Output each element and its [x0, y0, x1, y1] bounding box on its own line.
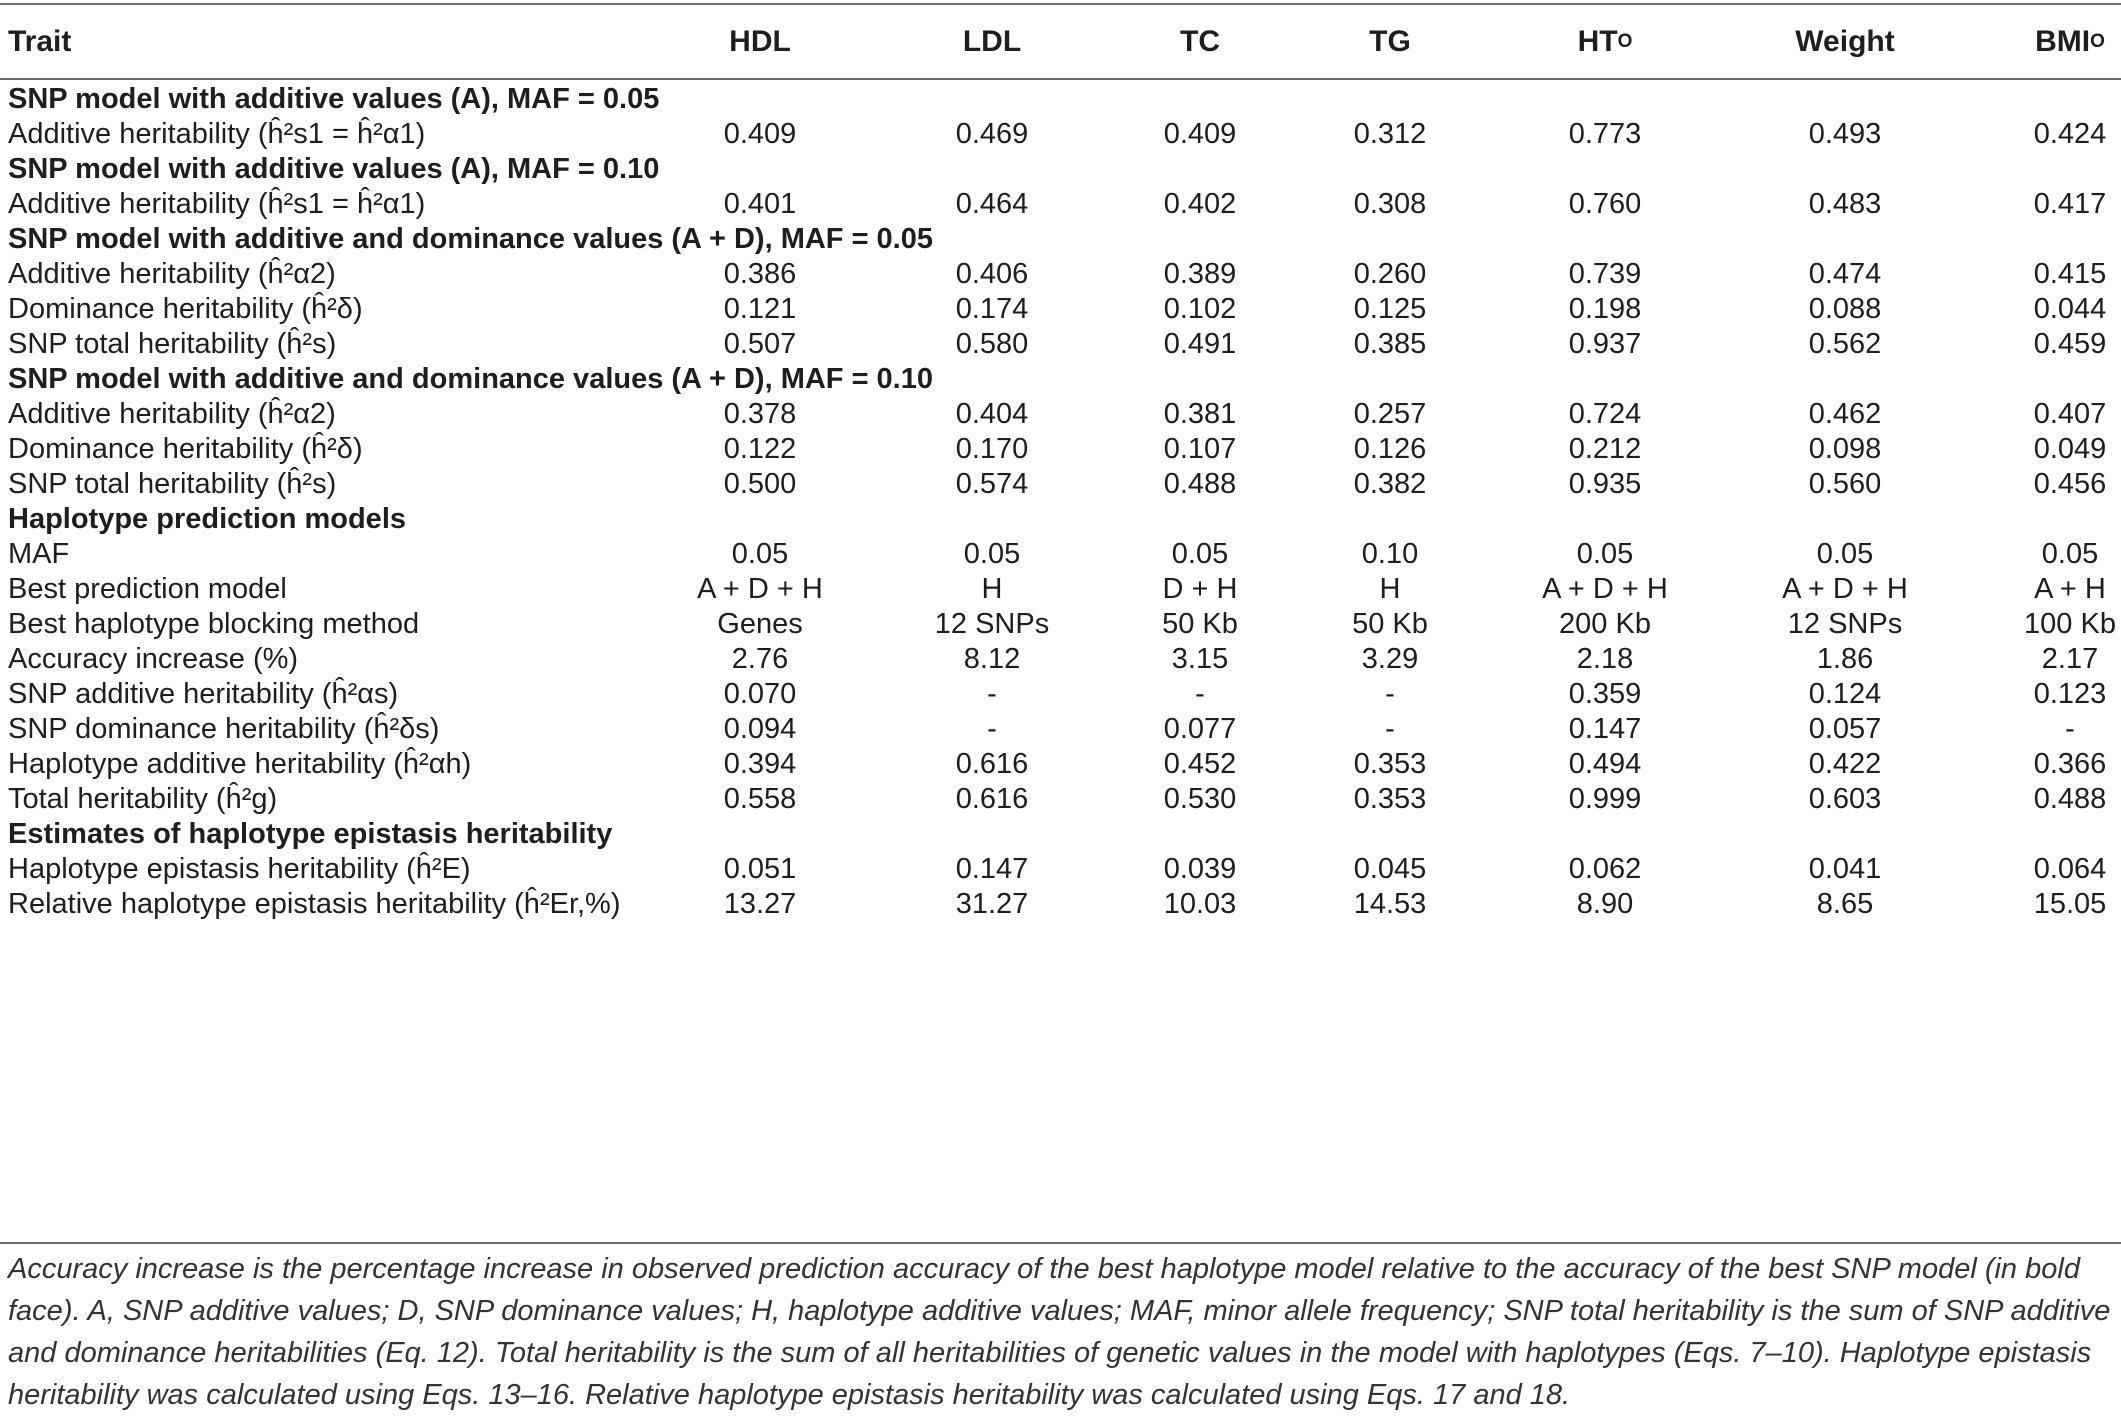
row-label: Total heritability (ĥ²g) [8, 783, 278, 815]
table-cell: 0.123 [2033, 678, 2107, 710]
table-cell: 0.558 [723, 783, 797, 815]
table-cell: 15.05 [2033, 888, 2107, 920]
table-cell: 0.044 [2033, 293, 2107, 325]
table-cell: 0.077 [1163, 713, 1237, 745]
section-label: SNP model with additive values (A), MAF = 0.05 [8, 83, 660, 115]
table-cell: 0.483 [1808, 188, 1882, 220]
table-row [0, 852, 2121, 887]
table-cell: 0.999 [1568, 783, 1642, 815]
table-cell: 0.937 [1568, 328, 1642, 360]
table-cell: 2.76 [731, 643, 789, 675]
table-bottom-rule [0, 1242, 2121, 1244]
row-label: MAF [8, 538, 70, 570]
table-cell: 0.088 [1808, 293, 1882, 325]
table-cell: 0.574 [955, 468, 1029, 500]
table-cell: 0.147 [955, 853, 1029, 885]
table-cell: A + H [2034, 573, 2106, 605]
table-cell: 13.27 [723, 888, 797, 920]
table-cell: 0.530 [1163, 783, 1237, 815]
table-cell: 0.493 [1808, 118, 1882, 150]
header-bmi: BMI O [2035, 25, 2105, 58]
table-cell: 0.051 [723, 853, 797, 885]
section-label: SNP model with additive and dominance values (A + D), MAF = 0.05 [8, 223, 933, 255]
table-cell: 2.18 [1576, 643, 1634, 675]
table-cell: H [1379, 573, 1401, 605]
row-label: Best haplotype blocking method [8, 608, 420, 640]
table-cell: 0.409 [723, 118, 797, 150]
table-cell: 0.494 [1568, 748, 1642, 780]
section-header-row [0, 817, 2121, 852]
header-ldl: LDL [962, 25, 1022, 58]
table-cell: 0.039 [1163, 853, 1237, 885]
table-cell: 0.560 [1808, 468, 1882, 500]
table-cell: 0.402 [1163, 188, 1237, 220]
table-cell: 0.474 [1808, 258, 1882, 290]
table-cell: 1.86 [1816, 643, 1874, 675]
row-label: Additive heritability (ĥ²s1 = ĥ²α1) [8, 188, 426, 220]
table-cell: 0.121 [723, 293, 797, 325]
table-cell: 0.382 [1353, 468, 1427, 500]
table-row [0, 257, 2121, 292]
table-cell: 2.17 [2041, 643, 2099, 675]
table-row [0, 607, 2121, 642]
row-label: SNP total heritability (ĥ²s) [8, 468, 337, 500]
table-footnote: Accuracy increase is the percentage increase in observed prediction accuracy of the best haplotype model relative to the accuracy of the best SNP model (in bold face). A, SNP additive values; D, SNP dominance values; H, haplotype additive values; MAF, minor allele frequency; SNP total heritability is the sum of SNP additive and dominance heritabilities (Eq. 12). Total heritability is the sum of all heritabilities of genetic values in the model with haplotypes (Eqs. 7–10). Haplotype epistasis heritability was calculated using Eqs. 13–16. Relative haplotype epistasis heritability was calculated using Eqs. 17 and 18. [8, 1253, 2111, 1411]
table-cell: 0.417 [2033, 188, 2107, 220]
table-cell: 0.064 [2033, 853, 2107, 885]
table-cell: 10.03 [1163, 888, 1237, 920]
table-row [0, 642, 2121, 677]
table-cell: 0.401 [723, 188, 797, 220]
table-cell: 0.122 [723, 433, 797, 465]
section-label: Haplotype prediction models [8, 503, 406, 535]
section-header-row [0, 82, 2121, 117]
table-row [0, 467, 2121, 502]
table-cell: 0.102 [1163, 293, 1237, 325]
table-row [0, 712, 2121, 747]
table-row [0, 117, 2121, 152]
table-cell: 0.389 [1163, 258, 1237, 290]
table-cell: 31.27 [955, 888, 1029, 920]
table-cell: 0.359 [1568, 678, 1642, 710]
table-cell: 0.125 [1353, 293, 1427, 325]
table-cell: 0.462 [1808, 398, 1882, 430]
row-label: Best prediction model [8, 573, 287, 605]
table-cell: 0.070 [723, 678, 797, 710]
table-cell: - [1195, 678, 1205, 710]
row-label: Dominance heritability (ĥ²δ) [8, 433, 363, 465]
table-row [0, 677, 2121, 712]
table-cell: 0.107 [1163, 433, 1237, 465]
table-cell: - [2065, 713, 2075, 745]
table-cell: 0.05 [1576, 538, 1634, 570]
table-cell: 200 Kb [1559, 608, 1651, 640]
table-cell: 0.378 [723, 398, 797, 430]
table-top-rule [0, 3, 2121, 5]
table-cell: 0.507 [723, 328, 797, 360]
table-cell: Genes [717, 608, 803, 640]
table-row [0, 187, 2121, 222]
table-cell: H [981, 573, 1003, 605]
table-cell: 0.05 [963, 538, 1021, 570]
table-cell: 0.124 [1808, 678, 1882, 710]
table-cell: 0.562 [1808, 328, 1882, 360]
row-label: Haplotype additive heritability (ĥ²αh) [8, 748, 472, 780]
table-cell: 0.257 [1353, 398, 1427, 430]
section-header-row [0, 502, 2121, 537]
table-cell: 8.65 [1816, 888, 1874, 920]
table-cell: 0.366 [2033, 748, 2107, 780]
table-cell: 8.90 [1576, 888, 1634, 920]
table-cell: 0.198 [1568, 293, 1642, 325]
table-cell: D + H [1162, 573, 1238, 605]
row-label: Relative haplotype epistasis heritability (ĥ²Er,%) [8, 888, 621, 920]
row-label: Additive heritability (ĥ²α2) [8, 258, 336, 290]
table-cell: A + D + H [697, 573, 823, 605]
table-row [0, 572, 2121, 607]
table-row [0, 397, 2121, 432]
table-cell: 0.386 [723, 258, 797, 290]
table-cell: 0.469 [955, 118, 1029, 150]
section-label: Estimates of haplotype epistasis heritability [8, 818, 613, 850]
table-cell: 0.05 [731, 538, 789, 570]
table-cell: 0.459 [2033, 328, 2107, 360]
table-cell: 0.488 [1163, 468, 1237, 500]
table-cell: 12 SNPs [1787, 608, 1903, 640]
header-tg: TG [1369, 25, 1411, 58]
table-cell: 0.404 [955, 398, 1029, 430]
table-cell: 0.057 [1808, 713, 1882, 745]
table-cell: 0.041 [1808, 853, 1882, 885]
table-row [0, 747, 2121, 782]
table-row [0, 887, 2121, 922]
table-header-row [0, 8, 2121, 76]
table-cell: 0.603 [1808, 783, 1882, 815]
header-rule [0, 78, 2121, 80]
table-cell: 0.394 [723, 748, 797, 780]
table-cell: 0.616 [955, 748, 1029, 780]
row-label: SNP dominance heritability (ĥ²δs) [8, 713, 440, 745]
header-bmi-subscript: O [2090, 31, 2105, 52]
header-ht: HT O [1577, 25, 1633, 58]
table-cell: 0.10 [1361, 538, 1419, 570]
table-cell: 0.773 [1568, 118, 1642, 150]
table-cell: 0.05 [1816, 538, 1874, 570]
table-cell: 0.488 [2033, 783, 2107, 815]
table-cell: 0.045 [1353, 853, 1427, 885]
table-cell: 0.05 [2041, 538, 2099, 570]
table-cell: 0.415 [2033, 258, 2107, 290]
header-tc: TC [1180, 25, 1220, 58]
table-cell: 0.935 [1568, 468, 1642, 500]
table-cell: 0.05 [1171, 538, 1229, 570]
table-cell: - [987, 678, 997, 710]
row-label: Additive heritability (ĥ²α2) [8, 398, 336, 430]
table-cell: 50 Kb [1352, 608, 1428, 640]
table-cell: 0.407 [2033, 398, 2107, 430]
row-label: Haplotype epistasis heritability (ĥ²E) [8, 853, 471, 885]
table-cell: - [1385, 713, 1395, 745]
table-cell: - [987, 713, 997, 745]
table-cell: 0.174 [955, 293, 1029, 325]
table-cell: A + D + H [1542, 573, 1668, 605]
table-cell: 0.616 [955, 783, 1029, 815]
table-cell: 0.381 [1163, 398, 1237, 430]
table-cell: 0.049 [2033, 433, 2107, 465]
table-cell: 0.170 [955, 433, 1029, 465]
table-cell: 0.308 [1353, 188, 1427, 220]
table-cell: 8.12 [963, 643, 1021, 675]
table-cell: 0.353 [1353, 748, 1427, 780]
table-cell: 0.098 [1808, 433, 1882, 465]
row-label: SNP total heritability (ĥ²s) [8, 328, 337, 360]
table-cell: 0.212 [1568, 433, 1642, 465]
table-cell: 0.456 [2033, 468, 2107, 500]
table-cell: 0.491 [1163, 328, 1237, 360]
header-ht-subscript: O [1617, 31, 1633, 52]
row-label: Dominance heritability (ĥ²δ) [8, 293, 363, 325]
table-cell: 3.15 [1171, 643, 1229, 675]
table-cell: 0.094 [723, 713, 797, 745]
header-weight: Weight [1795, 25, 1895, 58]
table-cell: 100 Kb [2024, 608, 2116, 640]
table-cell: - [1385, 678, 1395, 710]
table-cell: 0.147 [1568, 713, 1642, 745]
table-cell: 12 SNPs [934, 608, 1050, 640]
row-label: Additive heritability (ĥ²s1 = ĥ²α1) [8, 118, 426, 150]
table-cell: 0.406 [955, 258, 1029, 290]
header-hdl: HDL [729, 25, 791, 58]
row-label: Accuracy increase (%) [8, 643, 299, 675]
table-cell: 0.385 [1353, 328, 1427, 360]
table-cell: 0.409 [1163, 118, 1237, 150]
table-row [0, 327, 2121, 362]
header-trait: Trait [8, 25, 72, 58]
section-header-row [0, 152, 2121, 187]
table-cell: 0.760 [1568, 188, 1642, 220]
table-cell: 0.353 [1353, 783, 1427, 815]
table-cell: 0.062 [1568, 853, 1642, 885]
table-cell: 0.312 [1353, 118, 1427, 150]
row-label: SNP additive heritability (ĥ²αs) [8, 678, 399, 710]
table-cell: 0.724 [1568, 398, 1642, 430]
table-row [0, 782, 2121, 817]
section-label: SNP model with additive values (A), MAF = 0.10 [8, 153, 660, 185]
table-cell: 0.452 [1163, 748, 1237, 780]
section-label: SNP model with additive and dominance values (A + D), MAF = 0.10 [8, 363, 933, 395]
table-cell: 0.126 [1353, 433, 1427, 465]
table-cell: 0.422 [1808, 748, 1882, 780]
table-cell: 3.29 [1361, 643, 1419, 675]
section-header-row [0, 222, 2121, 257]
table-cell: 0.580 [955, 328, 1029, 360]
table-cell: 0.500 [723, 468, 797, 500]
section-header-row [0, 362, 2121, 397]
table-row [0, 537, 2121, 572]
table-row [0, 292, 2121, 327]
table-row [0, 432, 2121, 467]
table-cell: 14.53 [1353, 888, 1427, 920]
table-cell: 50 Kb [1162, 608, 1238, 640]
table-cell: 0.260 [1353, 258, 1427, 290]
table-cell: 0.424 [2033, 118, 2107, 150]
table-cell: A + D + H [1782, 573, 1908, 605]
table-cell: 0.464 [955, 188, 1029, 220]
table-cell: 0.739 [1568, 258, 1642, 290]
